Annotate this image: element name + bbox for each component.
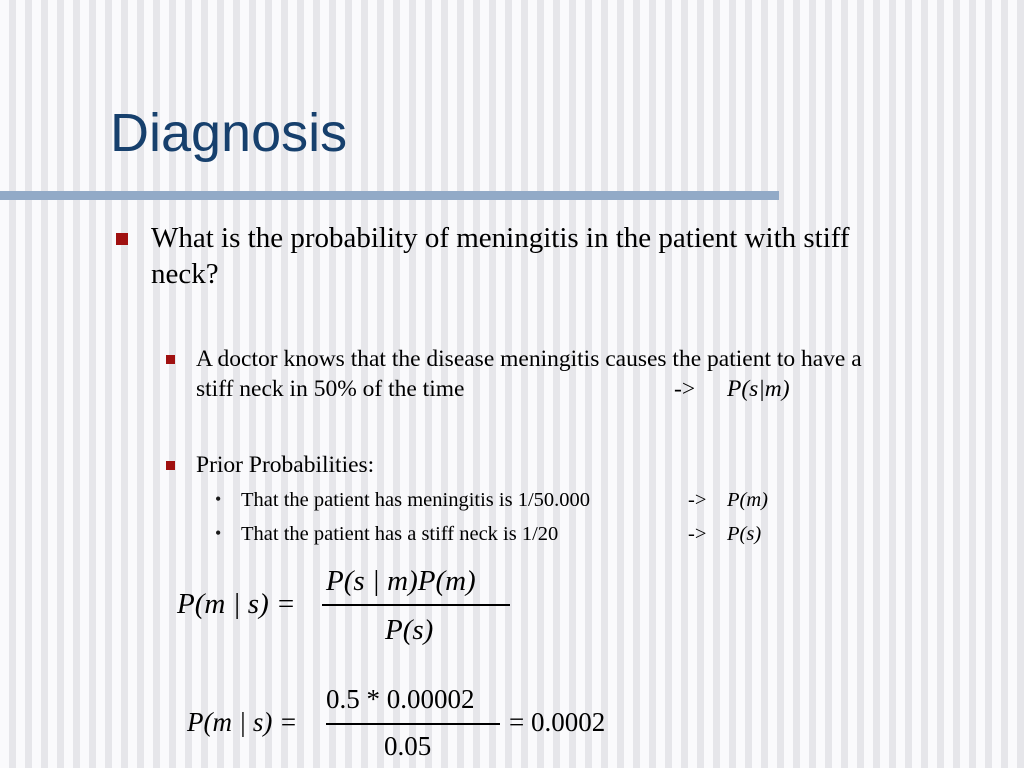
prior-m-text: That the patient has meningitis is 1/50.000 bbox=[241, 489, 591, 511]
question-line-2: neck? bbox=[151, 258, 219, 290]
title-underline bbox=[0, 191, 779, 200]
prior-m-term: P(m) bbox=[727, 489, 768, 511]
formula2-lhs: P(m | s) = bbox=[187, 707, 298, 737]
bullet-dot-icon: • bbox=[215, 523, 222, 543]
formula2-result: = 0.0002 bbox=[509, 707, 606, 737]
prior-s-text: That the patient has a stiff neck is 1/20 bbox=[241, 523, 559, 545]
formula2-fraction-bar bbox=[326, 723, 500, 725]
bullet-square-icon bbox=[166, 355, 175, 364]
slide-title: Diagnosis bbox=[110, 103, 348, 163]
doctor-line-2: stiff neck in 50% of the time bbox=[196, 376, 465, 402]
formula2-numerator: 0.5 * 0.00002 bbox=[326, 684, 475, 714]
bullet-square-icon bbox=[116, 233, 128, 245]
prior-label: Prior Probabilities: bbox=[196, 452, 375, 478]
bullet-dot-icon: • bbox=[215, 489, 222, 509]
formula1-numerator: P(s | m)P(m) bbox=[326, 565, 476, 597]
doctor-arrow: -> bbox=[674, 376, 696, 402]
doctor-term: P(s|m) bbox=[727, 376, 790, 402]
formula1-lhs: P(m | s) = bbox=[177, 588, 296, 620]
formula1-fraction-bar bbox=[322, 604, 510, 606]
formula1-denominator: P(s) bbox=[385, 614, 434, 646]
prior-s-arrow: -> bbox=[688, 523, 707, 545]
formula2-denominator: 0.05 bbox=[384, 731, 432, 761]
question-line-1: What is the probability of meningitis in the patient with stiff bbox=[151, 222, 850, 254]
prior-m-arrow: -> bbox=[688, 489, 707, 511]
prior-s-term: P(s) bbox=[727, 523, 762, 545]
bullet-square-icon bbox=[166, 461, 175, 470]
doctor-line-1: A doctor knows that the disease meningitis causes the patient to have a bbox=[196, 346, 862, 372]
